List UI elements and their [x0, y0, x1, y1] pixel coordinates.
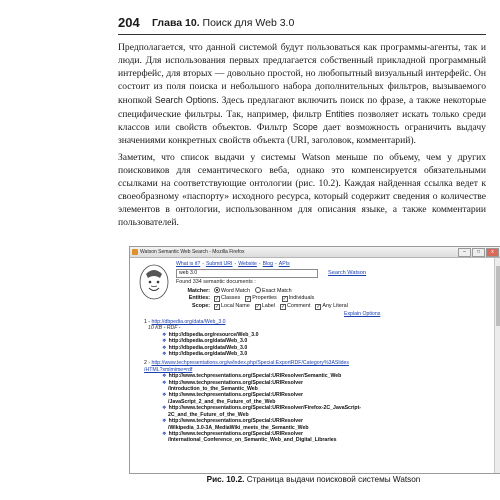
diamond-icon: ❖	[162, 379, 167, 386]
firefox-icon	[132, 249, 138, 255]
entities-option-label: Properties	[252, 295, 277, 301]
figure	[123, 246, 500, 484]
text-run: дает возможность ограничить выдачу значениями конкретных свойств объекта (URI, заголовок, комментарий).	[118, 122, 486, 147]
window-controls	[458, 248, 499, 257]
entity-uri: http://www.techpresentations.org/Special:URIResolver/Firefox-2C_JavaScript-	[168, 405, 362, 412]
chapter-heading	[152, 17, 294, 29]
checkbox[interactable]: ✓	[282, 296, 287, 302]
entity-uri-continuation: /Wikipedia_3.0-3A_MediaWiki_meets_the_Semantic_Web	[168, 424, 309, 431]
window-title: Watson Semantic Web Search - Mozilla Firefox	[140, 249, 245, 255]
nav-separator: -	[202, 261, 204, 267]
diamond-icon: ❖	[162, 338, 167, 345]
entity-uri: http://www.techpresentations.org/Special:URIResolver/Semantic_Web	[168, 373, 342, 380]
nav-links	[176, 261, 290, 267]
checkbox[interactable]: ✓	[255, 304, 260, 310]
checkbox[interactable]: ✓	[246, 296, 251, 302]
found-count: Found 334 semantic documents :	[176, 279, 256, 285]
diamond-icon: ❖	[162, 430, 167, 437]
entities-option[interactable]	[282, 295, 314, 301]
page-number: 204	[118, 15, 140, 30]
nav-separator: -	[258, 261, 261, 267]
close-button[interactable]: x	[486, 248, 499, 257]
checkbox[interactable]: ✓	[215, 296, 220, 302]
scope-option-label: Comment	[286, 303, 311, 309]
entity-uri-continuation: /Introduction_to_the_Semantic_Web	[168, 386, 258, 393]
results-list	[144, 319, 484, 447]
result-meta: 10 KB - RDF -	[148, 325, 181, 332]
entities-option-label: Individuals	[288, 295, 315, 301]
checkbox[interactable]: ✓	[280, 304, 286, 310]
entity-uri: http://www.techpresentations.org/Special:URIResolver	[168, 392, 304, 399]
search-watson-button[interactable]: Search Watson	[328, 270, 367, 276]
chapter-title: Поиск для Web 3.0	[202, 17, 295, 29]
result-entity[interactable]	[144, 418, 484, 431]
paragraph	[118, 152, 486, 229]
entities-option[interactable]	[214, 295, 240, 301]
page-viewport	[130, 258, 494, 473]
scope-option-label: Local Name	[221, 303, 250, 309]
entity-uri-continuation: 2C_and_the_Future_of_the_Web	[168, 411, 249, 418]
result-link[interactable]: /HTML?xmlmime=rdf	[144, 366, 193, 373]
inline-code: Scope	[292, 122, 318, 133]
inline-code: Entities	[325, 108, 355, 119]
matcher-option[interactable]	[214, 288, 250, 294]
entity-uri: http://www.techpresentations.org/Special:URIResolver	[168, 418, 304, 425]
page-header	[118, 14, 486, 35]
browser-window	[129, 246, 500, 474]
matcher-option[interactable]	[255, 288, 292, 294]
paragraph	[118, 42, 486, 148]
body-text	[118, 42, 486, 230]
diamond-icon: ❖	[162, 373, 167, 380]
minimize-button[interactable]: –	[458, 248, 471, 257]
search-input[interactable]: web 3.0	[176, 269, 318, 278]
text-run: . Здесь предлагают включить поиск по фразе, а также некоторые специфические фильтры. Так, например, фильтр	[118, 94, 486, 120]
entities-option[interactable]	[245, 295, 277, 301]
entity-uri-continuation: /JavaScript_2_and_the_Future_of_the_Web	[168, 398, 276, 405]
scope-options	[180, 303, 353, 310]
checkbox[interactable]: ✓	[215, 304, 220, 310]
scope-option[interactable]	[315, 303, 347, 309]
explain-options-link[interactable]: Explain Options	[344, 311, 381, 317]
entity-uri: http://dbpedia.org/data/Web_3.0	[168, 344, 248, 351]
diamond-icon: ❖	[162, 405, 167, 412]
nav-separator: -	[234, 261, 237, 267]
matcher-options	[180, 287, 297, 294]
diamond-icon: ❖	[162, 392, 167, 399]
text-run: Заметим, что список выдачи у системы Watson меньше по объему, чем у других поисковиков для семантического веба, однако это компенсируется обязательными ссылками на соответствующие онтологии (рис. 10.2). Каждая найденная ссылка ведет к своеобразному «паспорту» исходного ресурса, который содержит сведения о количестве элементов в онтологии, использованном для описания языке, а также комментарии пользователей.	[118, 152, 486, 228]
diamond-icon: ❖	[162, 331, 167, 338]
nav-link-apis[interactable]: APIs	[278, 261, 290, 267]
diamond-icon: ❖	[162, 351, 167, 358]
chapter-label: Глава 10.	[152, 17, 200, 29]
search-row	[176, 269, 406, 278]
entities-options	[180, 295, 319, 302]
entity-uri-continuation: /International_Conference_on_Semantic_Web_and_Digital_Libraries	[168, 437, 337, 444]
result-link[interactable]: http://dbpedia.org/data/Web_3.0	[151, 319, 226, 325]
scope-option[interactable]	[214, 303, 250, 309]
text-run: позволяет искать только среди классов или свойств объектов. Фильтр	[118, 108, 486, 134]
result-number: 2 -	[144, 360, 151, 367]
nav-link-what-is-it[interactable]: What is it?	[176, 261, 201, 267]
scope-option[interactable]	[255, 303, 275, 309]
result-entity[interactable]	[144, 392, 484, 405]
entity-uri: http://www.techpresentations.org/Special:URIResolver	[168, 379, 304, 386]
nav-link-website[interactable]: Website	[238, 261, 257, 267]
radio-button[interactable]	[214, 287, 220, 293]
nav-separator: -	[275, 261, 277, 267]
result-link[interactable]: http://www.techpresentations.org/w/index.php/Special:ExportRDF/Category%3ASlides	[151, 360, 350, 367]
entities-label: Entities:	[188, 295, 210, 301]
entity-uri: http://dbpedia.org/resource/Web_3.0	[168, 331, 259, 338]
result-entity[interactable]	[144, 380, 484, 393]
entity-uri: http://www.techpresentations.org/Special:URIResolver	[168, 430, 304, 437]
entity-uri: http://dbpedia.org/data/Web_3.0	[168, 351, 248, 358]
result-gap	[144, 444, 484, 447]
nav-link-submit-uri[interactable]: Submit URI	[205, 261, 233, 267]
result-entity[interactable]	[144, 405, 484, 418]
window-titlebar	[130, 247, 500, 258]
entities-option-label: Classes	[221, 295, 241, 301]
scope-option-label: Label	[261, 303, 275, 309]
scope-option[interactable]	[280, 303, 310, 309]
figure-caption	[123, 475, 500, 484]
text-run: Предполагается, что данной системой будут пользоваться как программы-агенты, так и люди. Для использования первых предлагается собственный прикладной программный интерфейс, для вторых — довольно простой, но любопытный визуальный интерфейс. Он состоит из поля поиска и небольшого набора дополнительных фильтров, вызываемого кнопкой	[118, 42, 486, 106]
result-number: 1 -	[144, 319, 151, 325]
caption-text: Страница выдачи поисковой системы Watson	[246, 475, 421, 484]
scrollbar-thumb[interactable]	[496, 266, 500, 326]
matcher-option-label: Exact Match	[261, 288, 292, 294]
entity-uri: http://dbpedia.org/data/Web_3.0	[168, 338, 248, 345]
vertical-scrollbar[interactable]	[494, 258, 500, 473]
diamond-icon: ❖	[162, 418, 167, 425]
radio-button[interactable]	[255, 287, 261, 293]
result-entity[interactable]	[144, 431, 484, 444]
scope-option-label: Any Literal	[322, 303, 348, 309]
scope-label: Scope:	[192, 303, 210, 309]
caption-label: Рис. 10.2.	[206, 475, 245, 484]
maximize-button[interactable]: □	[472, 248, 485, 257]
watson-logo-icon	[136, 262, 172, 302]
checkbox[interactable]: ✓	[316, 304, 321, 310]
inline-code: Search Options	[154, 94, 217, 105]
nav-link-blog[interactable]: Blog	[262, 261, 273, 267]
matcher-label: Matcher:	[187, 288, 210, 294]
matcher-option-label: Word Match	[221, 288, 250, 294]
diamond-icon: ❖	[162, 344, 167, 351]
